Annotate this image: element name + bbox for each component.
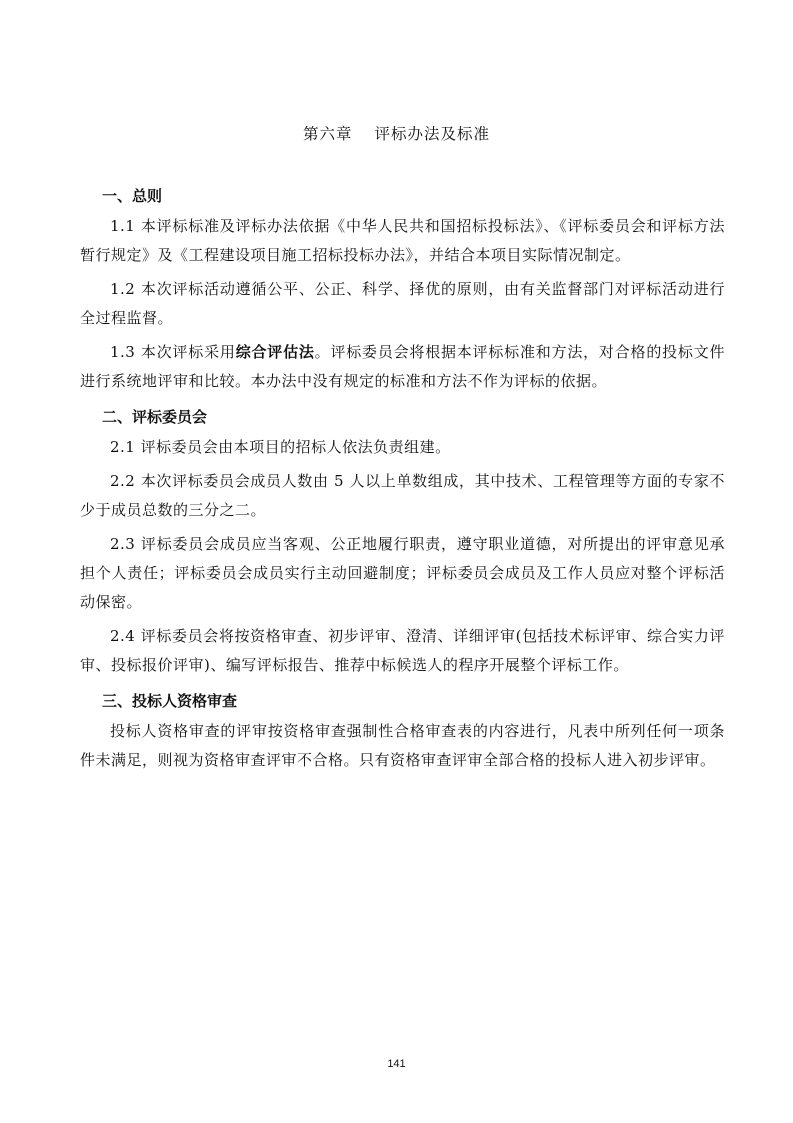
paragraph-2-1: 2.1 评标委员会由本项目的招标人依法负责组建。 <box>110 438 451 456</box>
paragraph-2-3: 2.3 评标委员会成员应当客观、公正地履行职责，遵守职业道德，对所提出的评审意见承担个人责任；评标委员会成员实行主动回避制度；评标委员会成员及工作人员应对整个评标活动保密。 <box>80 535 725 611</box>
section-heading-committee: 二、评标委员会 <box>102 408 208 426</box>
paragraph-3-1: 投标人资格审查的评审按资格审查强制性合格审查表的内容进行，凡表中所列任何一项条件未满足，则视为资格审查评审不合格。只有资格审查评审全部合格的投标人进入初步评审。 <box>80 722 725 769</box>
paragraph-1-3-rest: 。评标委员会将根据本评标标准和方法，对合格的投标文件进行系统地评审和比较。本办法中没有规定的标准和方法不作为评标的依据。 <box>80 343 725 390</box>
chapter-title <box>0 122 793 144</box>
section-heading-qualification: 三、投标人资格审查 <box>102 692 238 710</box>
document-body <box>80 180 725 780</box>
paragraph-2-2: 2.2 本次评标委员会成员人数由 5 人以上单数组成，其中技术、工程管理等方面的专家不少于成员总数的三分之二。 <box>80 472 725 519</box>
chapter-number: 第六章 <box>302 125 353 143</box>
paragraph-1-3-lead: 1.3 本次评标采用 <box>110 343 236 361</box>
paragraph-2-4: 2.4 评标委员会将按资格审查、初步评审、澄清、详细评审(包括技术标评审、综合实力评审、投标报价评审)、编写评标报告、推荐中标候选人的程序开展整个评标工作。 <box>80 627 725 674</box>
paragraph-1-2: 1.2 本次评标活动遵循公平、公正、科学、择优的原则，由有关监督部门对评标活动进行全过程监督。 <box>80 280 725 327</box>
page-number: 141 <box>387 1058 406 1070</box>
paragraph-1-3 <box>80 338 725 396</box>
paragraph-1-1: 1.1 本评标标准及评标办法依据《中华人民共和国招标投标法》、《评标委员会和评标方法暂行规定》及《工程建设项目施工招标投标办法》，并结合本项目实际情况制定。 <box>80 217 725 264</box>
method-name: 综合评估法 <box>235 343 315 361</box>
chapter-name: 评标办法及标准 <box>374 125 491 143</box>
section-heading-general: 一、总则 <box>102 187 163 205</box>
